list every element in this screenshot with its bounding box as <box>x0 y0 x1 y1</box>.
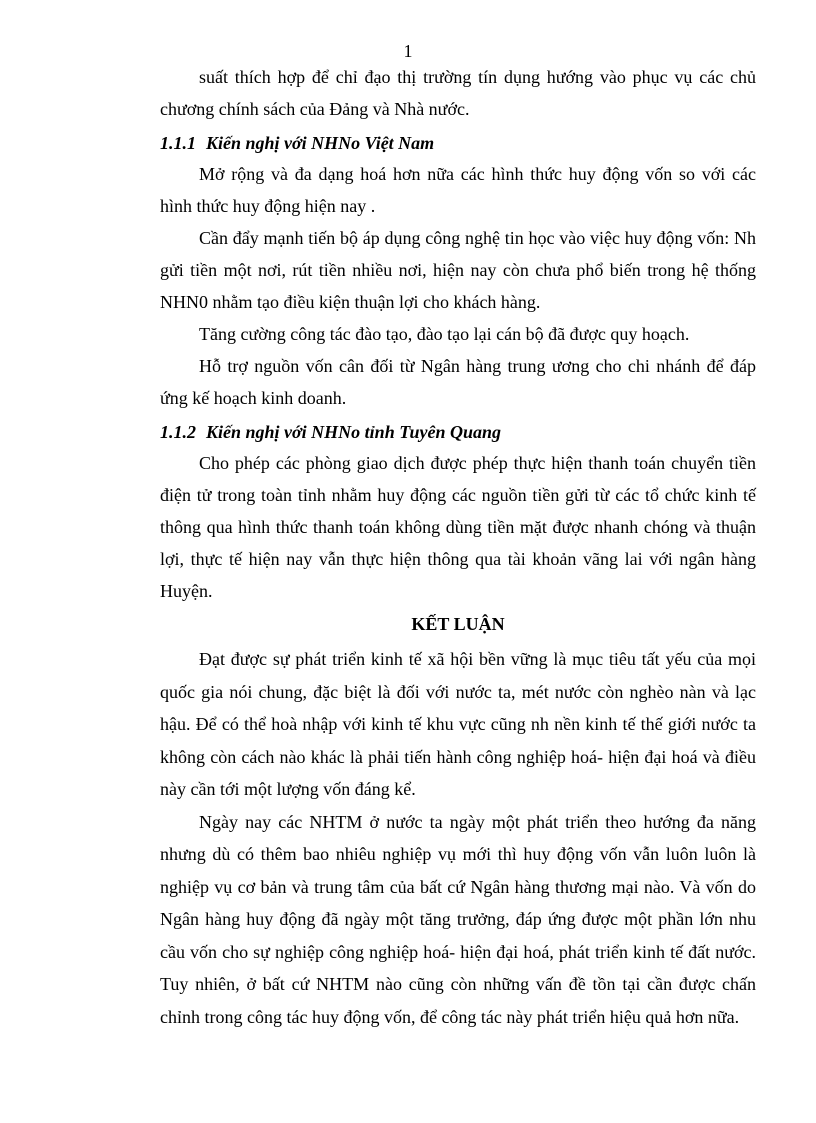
page-number: 1 <box>403 41 413 61</box>
conclusion-paragraph: Đạt được sự phát triển kinh tế xã hội bền vững là mục tiêu tất yếu của mọi quốc gia nói chung, đặc biệt là đối với nước ta, mét nước còn nghèo nàn và lạc hậu. Để có thể hoà nhập với kinh tế khu vực cũng nh nền kinh tế thế giới nước ta không còn cách nào khác là phải tiến hành công nghiệp hoá- hiện đại hoá và điều này cần tới một lượng vốn đáng kể. <box>160 649 756 799</box>
section-1-paragraph: Tăng cường công tác đào tạo, đào tạo lại cán bộ đã được quy hoạch. <box>199 324 690 344</box>
section-2-paragraph: Cho phép các phòng giao dịch được phép thực hiện thanh toán chuyển tiền điện tử trong toàn tỉnh nhằm huy động các nguồn tiền gửi từ các tổ chức kinh tế thông qua hình thức thanh toán không dùng tiền mặt được nhanh chóng và thuận lợi, thực tế hiện nay vẫn thực hiện thông qua tài khoản vãng lai với ngân hàng Huyện. <box>160 453 756 601</box>
section-heading-2 <box>160 417 756 447</box>
section-title-1: Kiến nghị với NHNo Việt Nam <box>206 133 435 153</box>
section-number-2: 1.1.2 <box>160 422 196 442</box>
section-1-paragraph: Mở rộng và đa dạng hoá hơn nữa các hình thức huy động vốn so với các hình thức huy động hiện nay . <box>160 164 756 216</box>
intro-paragraph: suất thích hợp để chỉ đạo thị trường tín dụng hướng vào phục vụ các chủ chương chính sách của Đảng và Nhà nước. <box>160 67 756 119</box>
section-1-paragraph: Hỗ trợ nguồn vốn cân đối từ Ngân hàng trung ương cho chi nhánh để đáp ứng kế hoạch kinh doanh. <box>160 356 756 408</box>
document-body <box>160 61 756 1033</box>
section-title-2: Kiến nghị với NHNo tỉnh Tuyên Quang <box>206 422 502 442</box>
conclusion-title: KẾT LUẬN <box>411 614 505 634</box>
section-number-1: 1.1.1 <box>160 133 196 153</box>
section-heading-1 <box>160 128 756 158</box>
conclusion-body <box>160 643 756 1033</box>
conclusion-paragraph: Ngày nay các NHTM ở nước ta ngày một phát triển theo hướng đa năng nhưng dù có thêm bao nhiêu nghiệp vụ mới thì huy động vốn vẫn luôn luôn là nghiệp vụ cơ bản và trung tâm của bất cứ Ngân hàng thương mại nào. Và vốn do Ngân hàng huy động đã ngày một tăng trưởng, đáp ứng được một phần lớn nhu cầu vốn cho sự nghiệp công nghiệp hoá- hiện đại hoá, phát triển kinh tế đất nước. Tuy nhiên, ở bất cứ NHTM nào cũng còn những vấn đề tồn tại cần được chấn chỉnh trong công tác huy động vốn, để công tác này phát triển hiệu quả hơn nữa. <box>160 811 756 1027</box>
section-1-paragraph: Cần đẩy mạnh tiến bộ áp dụng công nghệ tin học vào việc huy động vốn: Nh gửi tiền một nơi, rút tiền nhiều nơi, hiện nay còn chưa phổ biến trong hệ thống NHN0 nhằm tạo điều kiện thuận lợi cho khách hàng. <box>160 228 756 312</box>
